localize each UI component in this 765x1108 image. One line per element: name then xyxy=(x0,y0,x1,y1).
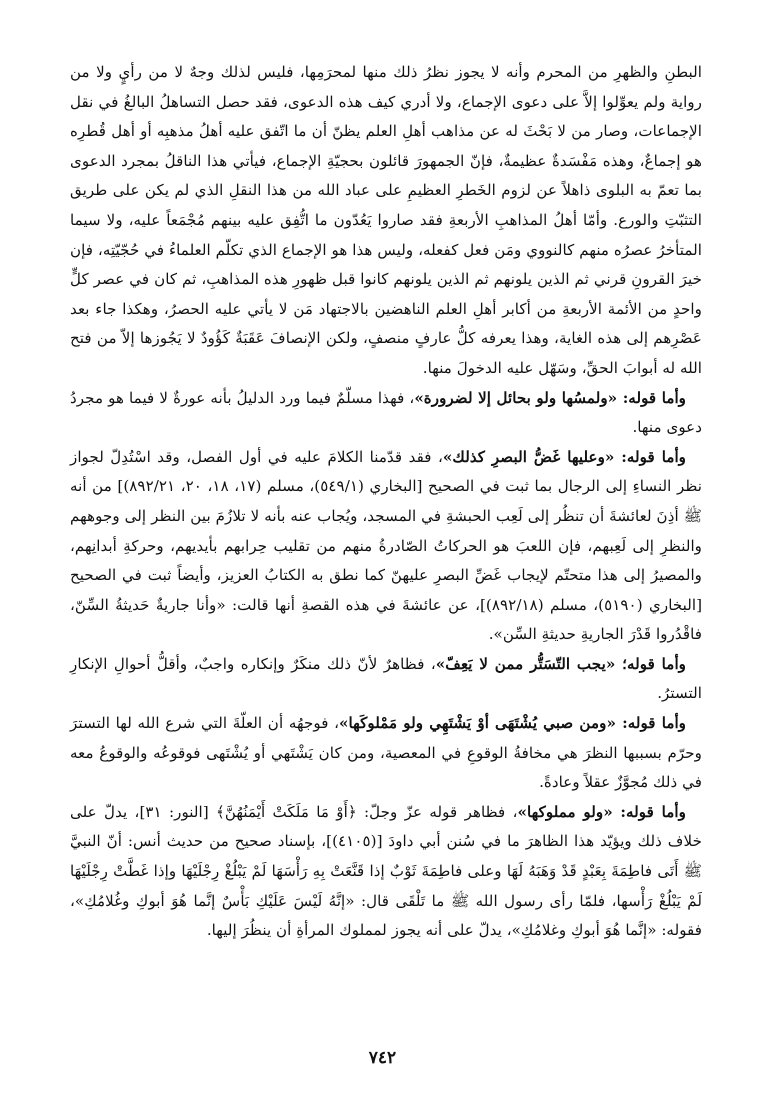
quoted-phrase: «ولو مملوكها» xyxy=(517,802,613,821)
paragraph-text: ، فوجهُه أن العلّةَ التي شرع الله لها التسترَ وحرّم بسببها النظرَ هي مخافةُ الوقوعِ في المعصية، ومن كان يَشْتَهي أو يُشْتَهى فوقوعُه والوقوعُ معه في ذلك مُجوَّزٌ عقلاً وعادةً. xyxy=(70,714,702,792)
paragraph-text: ، فظاهرٌ لأنّ ذلك منكَرٌ وإنكاره واجبٌ، وأقلُّ أحوالِ الإنكارِ التسترُ. xyxy=(70,654,702,703)
paragraph-covering xyxy=(70,650,702,709)
paragraph-text: ، فظاهر قوله عزّ وجلّ: ﴿أَوْ مَا مَلَكَتْ أَيْمَنُهُنَّ﴾ [النور: ٣١]، يدلّ على خلاف ذلك ويؤيّد هذا الظاهرَ ما في سُنن أبي داودَ [(٤١٠٥)]، بإسناد صحيح من حديث أنس: أنّ النبيَّ ﷺ أَتَى فاطِمَةَ بِعَبْدٍ قَدْ وَهَبَهُ لَهَا وعلى فاطِمَةَ ثَوْبٌ إذا قَنَّعَتْ بِهِ رَأْسَهَا لَمْ يَبْلُغْ رِجْلَيْهَا وإذا غَطَّتْ رِجْلَيْهَا لَمْ يَبْلُغْ رَأْسها، فلمّا رأى رسول الله ﷺ ما تَلْقَى قال: «إنَّهُ لَيْسَ عَلَيْكِ بَأْسٌ إنَّما هُوَ أبوكِ وغُلامُكِ»، فقوله: «إنَّما هُوَ أبوكِ وغلامُكِ»، يدلّ على أنه يجوز لمملوك المرأةِ أن ينظُرَ إليها. xyxy=(70,802,702,940)
quoted-phrase: «وعليها غَضُّ البصرِ كذلك» xyxy=(442,447,615,466)
quoted-phrase: «ومن صبي يُشْتَهَى أوْ يَشْتَهِي ولو مَمْلوكَها» xyxy=(339,714,616,733)
quoted-phrase: «ولمسُها ولو بحائل إلا لضرورة» xyxy=(414,388,618,407)
paragraph-lead: وأما قوله: xyxy=(612,802,686,821)
page-number: ٧٤٢ xyxy=(368,1048,397,1068)
paragraph-text: البطنِ والظهرِ من المحرم وأنه لا يجوز نظرُ ذلك منها لمحرَمِها، فليس لذلك وجهٌ لا من رأيٍ ولا من رواية ولم يعوِّلوا إلاَّ على دعوى الإجماع، ولا أدري كيف هذه الدعوى، فقد حصل التساهلُ البالغُ في نقل الإجماعات، وصار من لا بَحْثَ له عن مذاهب أهلِ العلم يظنّ أن ما اتّفق عليه أهلُ مذهبِه أو أهل قُطرِه هو إجماعٌ، وهذه مَفْسَدةٌ عظيمةٌ، فإنّ الجمهورَ قائلون بحجيّةِ الإجماع، فيأتي هذا الناقلُ بمجرد الدعوى بما تعمّ به البلوى ذاهلاً عن لزوم الخَطرِ العظيمِ على عباد الله من هذا النقلِ الذي لم يكن على طريق التثبّتِ والورع. وأمّا أهلُ المذاهبِ الأربعةِ فقد صاروا يَعُدّون ما اتُّفِق عليه بينهم مُجْمَعاً عليه، ولا سيما المتأخرُ عصرُه منهم كالنووي ومَن فعل كفعله، وليس هذا هو الإجماع الذي تكلّم العلماءُ في حُجّيّتِه، فإن خيرَ القرونِ قرني ثم الذين يلونهم ثم الذين يلونهم كانوا قبل ظهورِ هذه المذاهبِ، ثم كان في عصر كلٍّ واحدٍ من الأئمة الأربعةِ من أكابر أهلِ العلم الناهضين بالاجتهاد مَن لا يأتي عليه الحصرُ، وهكذا جاء بعد عَصْرِهم إلى هذه الغاية، وهذا يعرفه كلُّ عارفٍ منصفٍ، ولكن الإنصافَ عَقَبَةٌ كَؤُودٌ لا يَجُوزها إلاّ من فتح الله له أبوابَ الحقِّ، وسَهّل عليه الدخولَ منها. xyxy=(70,63,702,377)
paragraph-boy xyxy=(70,709,702,798)
paragraph-lead: وأما قوله: xyxy=(614,447,687,466)
paragraph-lead: وأما قوله؛ xyxy=(615,654,686,673)
paragraph-touching xyxy=(70,384,702,443)
paragraph-lead: وأما قوله: xyxy=(615,714,687,733)
paragraph-slave xyxy=(70,798,702,946)
paragraph-lowering-gaze xyxy=(70,443,702,650)
paragraph-text: ، فقد قدّمنا الكلامَ عليه في أول الفصل، وقد اسْتُدِلّ لجواز نظر النساءِ إلى الرجال بما ثبت في الصحيح [البخاري (٥٤٩/١)، مسلم (١٧، ١٨، ٢٠، ٨٩٢/٢١)] من أنه ﷺ أذِنَ لعائشةَ أن تنظُر إلى لَعِب الحبشةِ في المسجد، ويُجاب عنه بأنه لا تلازُمَ بين النظر إلى وجوههم والنظرِ إلى لَعِبهم، فإن اللعبَ هو الحركاتُ الصّادرةُ منهم من تقليب حِرابهم بأيديهم، وحركةِ أبدانِهم، والمصيرُ إلى هذا متحتّم لإيجاب غَضِّ البصرِ عليهنّ كما نطق به الكتابُ العزيز، وأيضاً ثبت في الصحيح [البخاري (٥١٩٠)، مسلم (٨٩٢/١٨)]، عن عائشةَ في هذه القصةِ أنها قالت: «وأنا جاريةٌ حَديثةُ السِّنّ، فاقْدُروا قَدْرَ الجاريةِ حديثةِ السِّن». xyxy=(70,447,703,644)
paragraph-ijma-discussion xyxy=(70,58,702,384)
document-page xyxy=(70,58,702,946)
paragraph-lead: وأما قوله: xyxy=(617,388,687,407)
paragraph-text: ، فهذا مسلّمٌ فيما ورد الدليلُ بأنه عورةٌ لا فيما هو مجردُ دعوى منها. xyxy=(70,388,702,437)
quoted-phrase: «يجب التّسَتُّر ممن لا يَعِفّ» xyxy=(435,654,616,673)
